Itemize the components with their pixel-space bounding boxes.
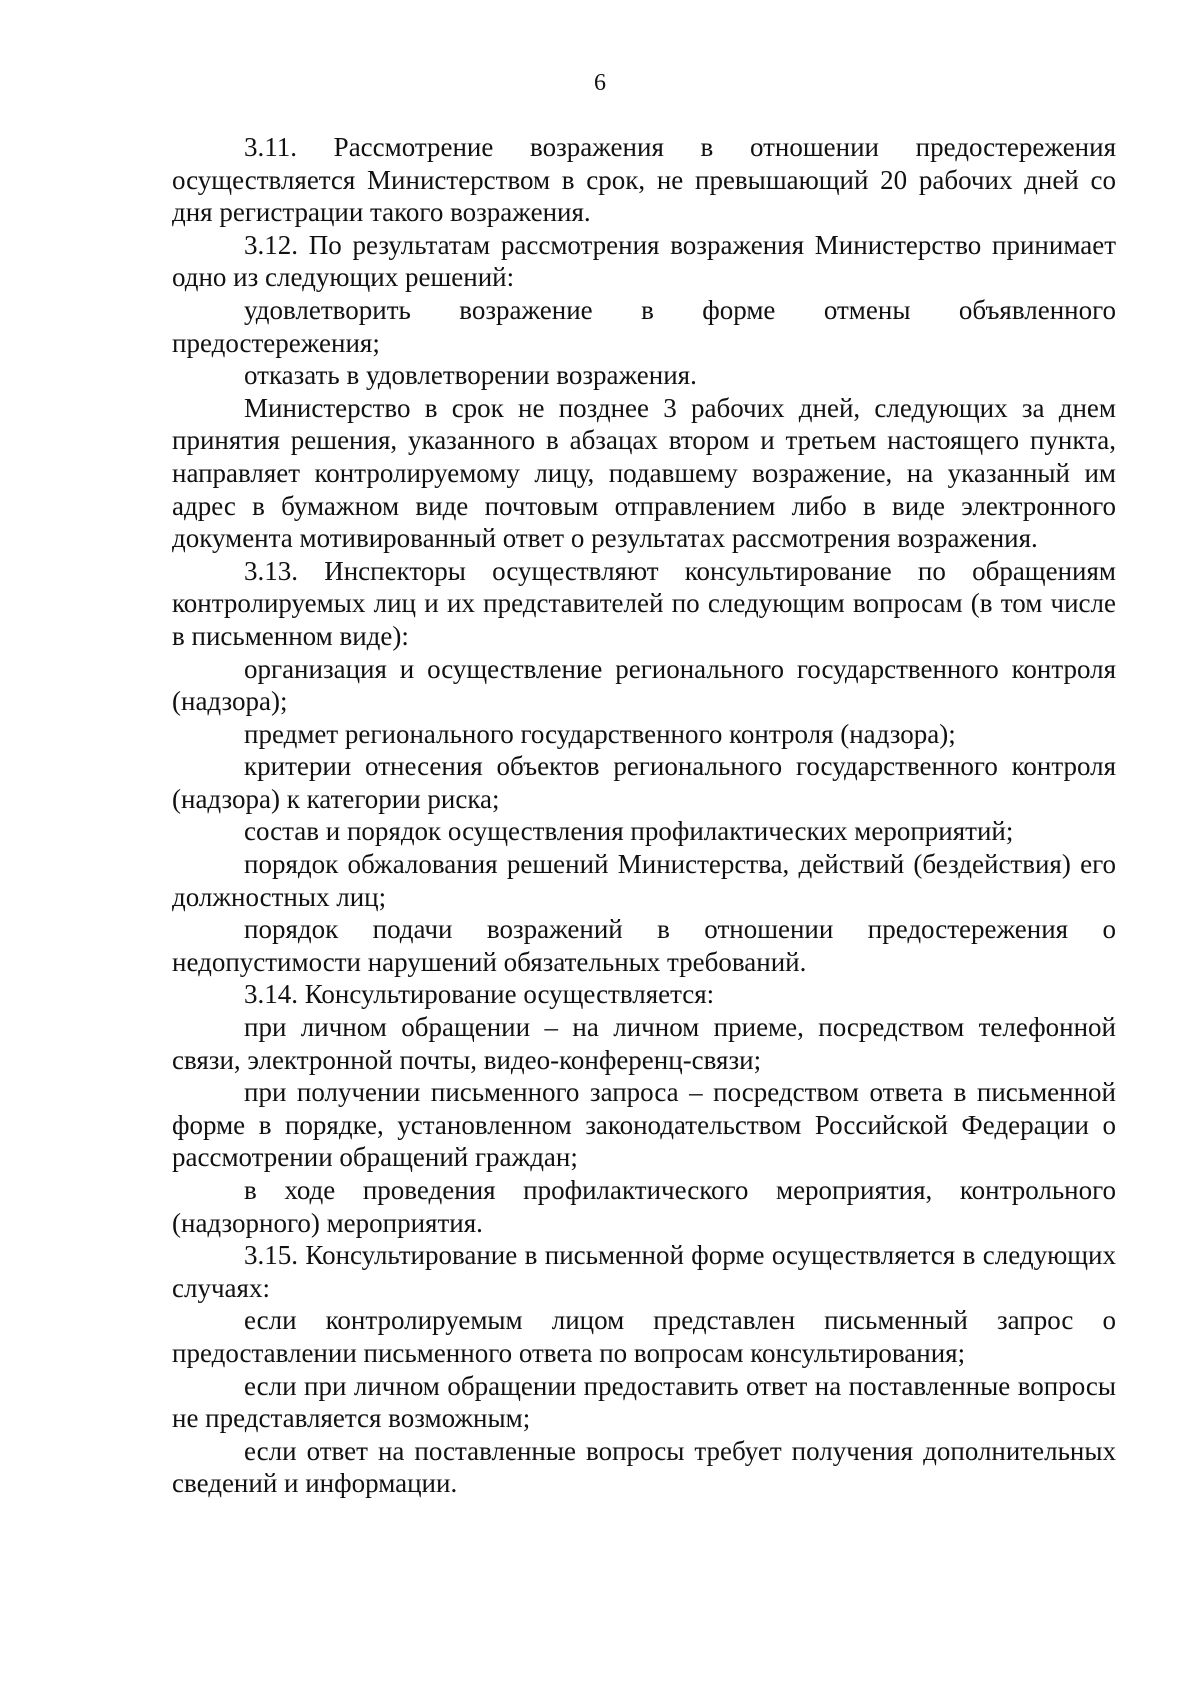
paragraph-personal-appeal: при личном обращении – на личном приеме, посредством телефонной связи, электронной почты, видео-конференц-связи; bbox=[172, 1012, 1116, 1075]
paragraph-case-additional-info: если ответ на поставленные вопросы требует получения дополнительных сведений и информации. bbox=[172, 1435, 1116, 1499]
paragraph-preventive-event: в ходе проведения профилактического мероприятия, контрольного (надзорного) мероприятия. bbox=[172, 1175, 1116, 1238]
paragraph-case-written-request: если контролируемым лицом представлен письменный запрос о предоставлении письменного ответа по вопросам консультирования; bbox=[172, 1305, 1116, 1368]
paragraph-topic-appeal: порядок обжалования решений Министерства, действий (бездействия) его должностных лиц; bbox=[172, 849, 1116, 912]
paragraph-3-14: 3.14. Консультирование осуществляется: bbox=[244, 979, 715, 1010]
paragraph-case-impossible: если при личном обращении предоставить ответ на поставленные вопросы не представляется возможным; bbox=[172, 1370, 1116, 1434]
paragraph-written-request: при получении письменного запроса – посредством ответа в письменной форме в порядке, установленном законодательством Российской Федерации о рассмотрении обращений граждан; bbox=[172, 1077, 1116, 1173]
document-body bbox=[172, 131, 1116, 1500]
paragraph-decision-refuse: отказать в удовлетворении возражения. bbox=[244, 360, 697, 391]
paragraph-ministry-response: Министерство в срок не позднее 3 рабочих дней, следующих за днем принятия решения, указанного в абзацах втором и третьем настоящего пункта, направляет контролируемому лицу, подавшему возражение, на указанный им адрес в бумажном виде почтовым отправлением либо в виде электронного документа мотивированный ответ о результатах рассмотрения возражения. bbox=[172, 392, 1116, 554]
paragraph-3-15: 3.15. Консультирование в письменной форме осуществляется в следующих случаях: bbox=[172, 1240, 1116, 1303]
paragraph-topic-organization: организация и осуществление регионального государственного контроля (надзора); bbox=[172, 653, 1116, 717]
paragraph-topic-criteria: критерии отнесения объектов регионального государственного контроля (надзора) к категории риска; bbox=[172, 751, 1116, 814]
paragraph-3-13: 3.13. Инспекторы осуществляют консультирование по обращениям контролируемых лиц и их представителей по следующим вопросам (в том числе в письменном виде): bbox=[172, 555, 1116, 651]
paragraph-topic-composition: состав и порядок осуществления профилактических мероприятий; bbox=[244, 816, 1014, 847]
page-number: 6 bbox=[594, 70, 606, 96]
paragraph-decision-satisfy: удовлетворить возражение в форме отмены объявленного предостережения; bbox=[172, 294, 1116, 358]
paragraph-topic-subject: предмет регионального государственного контроля (надзора); bbox=[244, 718, 956, 749]
paragraph-topic-objections: порядок подачи возражений в отношении предостережения о недопустимости нарушений обязательных требований. bbox=[172, 914, 1116, 977]
paragraph-3-12: 3.12. По результатам рассмотрения возражения Министерство принимает одно из следующих решений: bbox=[172, 229, 1116, 293]
paragraph-3-11: 3.11. Рассмотрение возражения в отношении предостережения осуществляется Министерством в срок, не превышающий 20 рабочих дней со дня регистрации такого возражения. bbox=[172, 132, 1116, 228]
